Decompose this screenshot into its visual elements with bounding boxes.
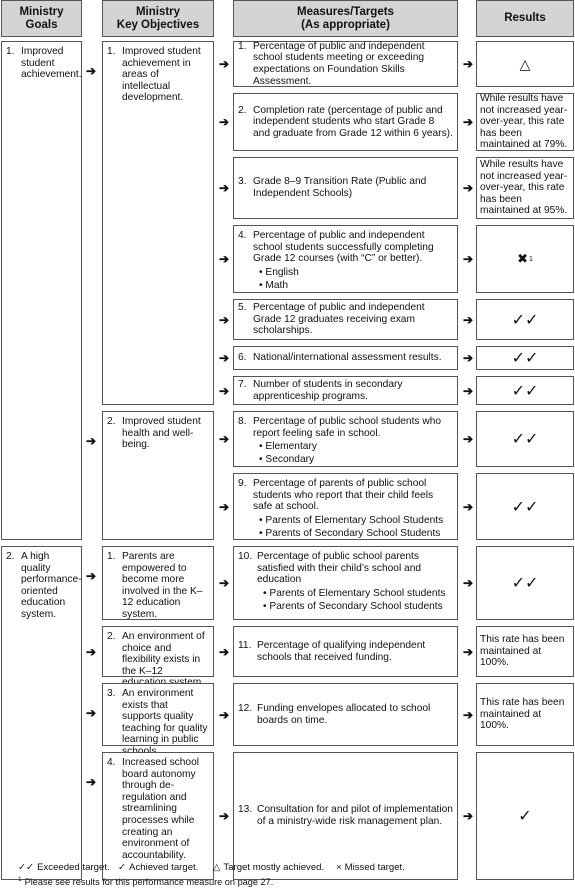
measure-text — [234, 352, 446, 364]
bullet-label: Math — [265, 279, 289, 291]
bullet-icon: • — [263, 600, 270, 612]
result-text — [476, 626, 574, 677]
legend-label: Missed target. — [344, 862, 405, 873]
objective-cell — [102, 411, 214, 540]
measure-text — [234, 703, 457, 726]
measure-row — [238, 804, 453, 827]
measure-bullets — [253, 441, 453, 466]
objective-label: Improved student health and well-being. — [122, 416, 201, 451]
objective-label: Improved student achievement in areas of intellectual development. — [122, 46, 201, 104]
bullet-label: Secondary — [265, 454, 315, 466]
objective-label: Increased school board autonomy through de-regulation and streamlining processes while creating an environment of accountability. — [122, 757, 200, 861]
measure-row — [238, 352, 442, 364]
measure-label: Grade 8–9 Transition Rate (Public and Independent Schools) — [253, 176, 427, 199]
header-goals: Ministry Goals — [1, 0, 82, 37]
measure-label: Consultation for and pilot of implementation of a ministry-wide risk management plan. — [257, 804, 453, 827]
legend-item — [213, 862, 324, 873]
measure-cell — [233, 683, 458, 746]
arrow-icon: ➔ — [218, 115, 230, 129]
result-label: This rate has been maintained at 100%. — [480, 697, 565, 732]
arrow-icon: ➔ — [85, 569, 97, 583]
result-symbol: ✖ — [517, 251, 528, 266]
result-symbol: △ — [519, 55, 531, 72]
measure-cell — [233, 157, 458, 219]
result-symbol-icon — [476, 546, 574, 620]
result-symbol: ✓✓ — [511, 431, 539, 448]
measure-number: 1. — [238, 40, 247, 52]
goal-text — [6, 46, 82, 81]
arrow-icon: ➔ — [218, 351, 230, 365]
result-text — [476, 93, 574, 151]
measure-number: 3. — [238, 176, 247, 188]
footnote-mark: 1 — [18, 876, 22, 883]
measure-number: 11. — [238, 639, 252, 651]
measure-bullet — [259, 441, 453, 453]
objective-text — [107, 688, 209, 758]
measure-bullets — [253, 515, 453, 540]
arrow-icon: ➔ — [218, 576, 230, 590]
measure-cell — [233, 473, 458, 540]
arrow-icon: ➔ — [462, 115, 474, 129]
measure-number: 4. — [238, 230, 247, 241]
measure-row — [238, 302, 453, 337]
arrow-icon: ➔ — [85, 64, 97, 78]
goal-cell — [1, 41, 82, 540]
measure-label: Percentage of public school parents satisfied with their child’s school and education — [257, 551, 422, 586]
result-symbol: ✓✓ — [511, 311, 539, 329]
bullet-icon: • — [263, 587, 270, 599]
measure-number: 12. — [238, 702, 253, 714]
objective-number: 3. — [107, 688, 116, 699]
arrow-icon: ➔ — [85, 775, 97, 789]
measure-number: 5. — [238, 302, 247, 314]
measure-number: 7. — [238, 378, 247, 390]
result-label: While results have not increased year-over-year, this rate has been maintained at 79%. — [480, 93, 568, 151]
result-symbol-icon — [476, 411, 574, 467]
bullet-label: English — [265, 266, 299, 278]
objective-label: An environment of choice and flexibility exists in the K–12 — [122, 631, 205, 677]
measure-bullet — [263, 588, 453, 600]
footnote — [18, 876, 273, 887]
measure-label: Percentage of public and independent Grade 12 graduates receiving exam scholarships. — [253, 302, 425, 337]
objective-label: Parents are empowered to become more involved in the K–12 education system. — [122, 551, 203, 620]
arrow-icon: ➔ — [462, 351, 474, 365]
arrow-icon: ➔ — [462, 707, 474, 722]
arrow-icon: ➔ — [218, 499, 230, 514]
measure-row — [238, 105, 453, 140]
result-label: This rate has been maintained at 100%. — [480, 634, 565, 669]
legend-symbol-icon: × — [336, 862, 342, 873]
result-symbol-icon — [476, 41, 574, 87]
result-text — [476, 683, 574, 746]
bullet-icon: • — [259, 441, 266, 453]
result-symbol: ✓✓ — [511, 498, 539, 516]
measure-text — [234, 474, 457, 539]
arrow-icon: ➔ — [462, 644, 474, 659]
measure-row — [238, 551, 453, 586]
arrow-icon: ➔ — [462, 432, 474, 446]
objective-text — [107, 631, 209, 689]
measure-label: Percentage of parents of public school students who report that their child feels safe at school. — [253, 478, 434, 513]
legend-symbol-icon: △ — [213, 862, 221, 873]
result-symbol: ✓✓ — [511, 382, 539, 400]
measure-row — [238, 478, 453, 513]
measure-cell — [233, 752, 458, 880]
measure-text — [234, 302, 457, 337]
objective-cell — [102, 626, 214, 677]
arrow-icon: ➔ — [462, 383, 474, 398]
objective-number: 1. — [107, 46, 116, 57]
goal-label: A high quality performance-oriented education system. — [21, 551, 82, 620]
measure-number: 6. — [238, 352, 247, 364]
bullet-label: Elementary — [265, 441, 317, 453]
measure-row — [238, 230, 453, 265]
measure-text — [234, 640, 457, 663]
bullet-label: Parents of Elementary School Students — [265, 514, 444, 526]
measure-cell — [233, 376, 458, 405]
result-symbol: ✓ — [518, 808, 532, 825]
bullet-label: Parents of Secondary School Students — [265, 527, 441, 539]
measure-number: 2. — [238, 104, 247, 116]
arrow-icon: ➔ — [218, 432, 230, 446]
legend-symbol-icon: ✓ — [118, 862, 127, 873]
result-label: While results have not increased year-over-year, this rate has been maintained at 95%. — [480, 159, 568, 217]
arrow-icon: ➔ — [218, 383, 230, 398]
bullet-icon: • — [259, 454, 266, 466]
measure-text — [234, 41, 457, 87]
objective-cell — [102, 683, 214, 746]
goal-number: 1. — [6, 46, 15, 57]
arrow-icon: ➔ — [218, 644, 230, 659]
measure-text — [234, 105, 457, 140]
arrow-icon: ➔ — [218, 57, 230, 71]
arrow-icon: ➔ — [462, 499, 474, 514]
arrow-icon: ➔ — [218, 312, 230, 327]
arrow-icon: ➔ — [218, 181, 230, 195]
measure-cell — [233, 299, 458, 340]
measure-cell — [233, 546, 458, 620]
goal-number: 2. — [6, 551, 15, 562]
legend-item — [18, 862, 110, 873]
goal-label: Improved student achievement. — [21, 46, 82, 81]
legend-label: Target mostly achieved. — [223, 862, 325, 873]
measure-number: 13. — [238, 804, 253, 816]
measure-row — [238, 176, 453, 199]
result-symbol: ✓✓ — [511, 575, 539, 592]
measure-label: Percentage of qualifying independent schools that received funding. — [257, 639, 426, 663]
measure-row — [238, 640, 453, 663]
measure-bullet — [259, 280, 453, 292]
arrow-icon: ➔ — [462, 57, 474, 71]
measure-label: Funding envelopes allocated to school boards on time. — [257, 702, 431, 726]
result-text — [476, 157, 574, 219]
objective-number: 2. — [107, 416, 116, 427]
result-symbol-icon — [476, 225, 574, 293]
objective-text — [107, 416, 209, 451]
measure-number: 8. — [238, 416, 247, 427]
objective-text — [107, 46, 209, 104]
header-objectives: Ministry Key Objectives — [102, 0, 214, 37]
measure-bullets — [257, 588, 453, 613]
objective-cell — [102, 41, 214, 405]
measure-bullet — [263, 601, 453, 613]
legend-item — [336, 862, 405, 873]
measure-text — [234, 804, 457, 827]
measure-bullet — [259, 267, 453, 279]
measure-cell — [233, 41, 458, 87]
result-symbol-icon — [476, 752, 574, 880]
measure-label: National/international assessment results. — [253, 352, 442, 364]
objective-cell — [102, 752, 214, 880]
measure-text — [234, 412, 457, 466]
bullet-label: Parents of Secondary School students — [269, 600, 443, 612]
result-symbol-icon — [476, 473, 574, 540]
arrow-icon: ➔ — [85, 434, 97, 448]
legend-symbol-icon: ✓✓ — [18, 862, 35, 873]
measure-number: 9. — [238, 478, 247, 489]
result-symbol-icon — [476, 346, 574, 370]
objective-label: An environment exists that supports quality teaching for quality learning in public — [122, 688, 208, 746]
measure-number: 10. — [238, 551, 253, 562]
arrow-icon: ➔ — [462, 181, 474, 195]
measure-bullet — [259, 454, 453, 466]
footnote-text: Please see results for this performance measure on page 27. — [24, 877, 274, 888]
measure-bullets — [253, 267, 453, 292]
bullet-icon: • — [259, 266, 266, 278]
arrow-icon: ➔ — [85, 644, 97, 659]
measure-row — [238, 703, 453, 726]
measure-label: Percentage of public and independent school students successfully completing Grade 12 courses (with “C” or better). — [253, 230, 434, 265]
header-results: Results — [476, 0, 574, 37]
legend-item — [118, 862, 198, 873]
measure-row — [238, 41, 453, 87]
result-symbol-icon — [476, 299, 574, 340]
measure-cell — [233, 411, 458, 467]
bullet-icon: • — [259, 279, 266, 291]
objective-text — [107, 757, 209, 861]
bullet-icon: • — [259, 527, 266, 539]
goal-cell — [1, 546, 82, 880]
measure-row — [238, 379, 453, 402]
measure-cell — [233, 346, 458, 370]
arrow-icon: ➔ — [462, 809, 474, 823]
bullet-icon: • — [259, 514, 266, 526]
bullet-label: Parents of Elementary School students — [269, 587, 446, 599]
measure-cell — [233, 93, 458, 151]
measure-text — [234, 547, 457, 612]
arrow-icon: ➔ — [462, 312, 474, 327]
objective-text — [107, 551, 209, 621]
measure-row — [238, 416, 453, 439]
arrow-icon: ➔ — [218, 707, 230, 722]
measure-cell — [233, 225, 458, 293]
measure-text — [234, 379, 457, 402]
legend-label: Exceeded target. — [37, 862, 110, 873]
measure-label: Percentage of public school students who report feeling safe in school. — [253, 416, 442, 439]
objective-number: 2. — [107, 631, 116, 642]
objective-cell — [102, 546, 214, 620]
arrow-icon: ➔ — [218, 252, 230, 266]
measure-text — [234, 176, 457, 199]
measure-bullet — [259, 515, 453, 527]
header-measures: Measures/Targets (As appropriate) — [233, 0, 458, 37]
goal-text — [6, 551, 82, 621]
measure-label: Percentage of public and independent school students meeting or exceeding expectations on Foundation Skills Assessment. — [253, 40, 425, 87]
measure-label: Number of students in secondary apprenticeship programs. — [253, 378, 403, 402]
measure-cell — [233, 626, 458, 677]
arrow-icon: ➔ — [218, 809, 230, 823]
objective-number: 1. — [107, 551, 116, 562]
legend-label: Achieved target. — [129, 862, 199, 873]
measure-text — [234, 226, 457, 291]
result-symbol-icon — [476, 376, 574, 405]
arrow-icon: ➔ — [462, 576, 474, 590]
arrow-icon: ➔ — [85, 706, 97, 720]
objective-number: 4. — [107, 757, 116, 768]
arrow-icon: ➔ — [462, 252, 474, 266]
measure-label: Completion rate (percentage of public and independent students who start Grade 8 and graduate from Grade 12 within 6 years). — [253, 104, 453, 139]
measure-bullet — [259, 528, 453, 540]
footnote-marker: 1 — [529, 255, 533, 263]
result-symbol: ✓✓ — [511, 350, 539, 367]
